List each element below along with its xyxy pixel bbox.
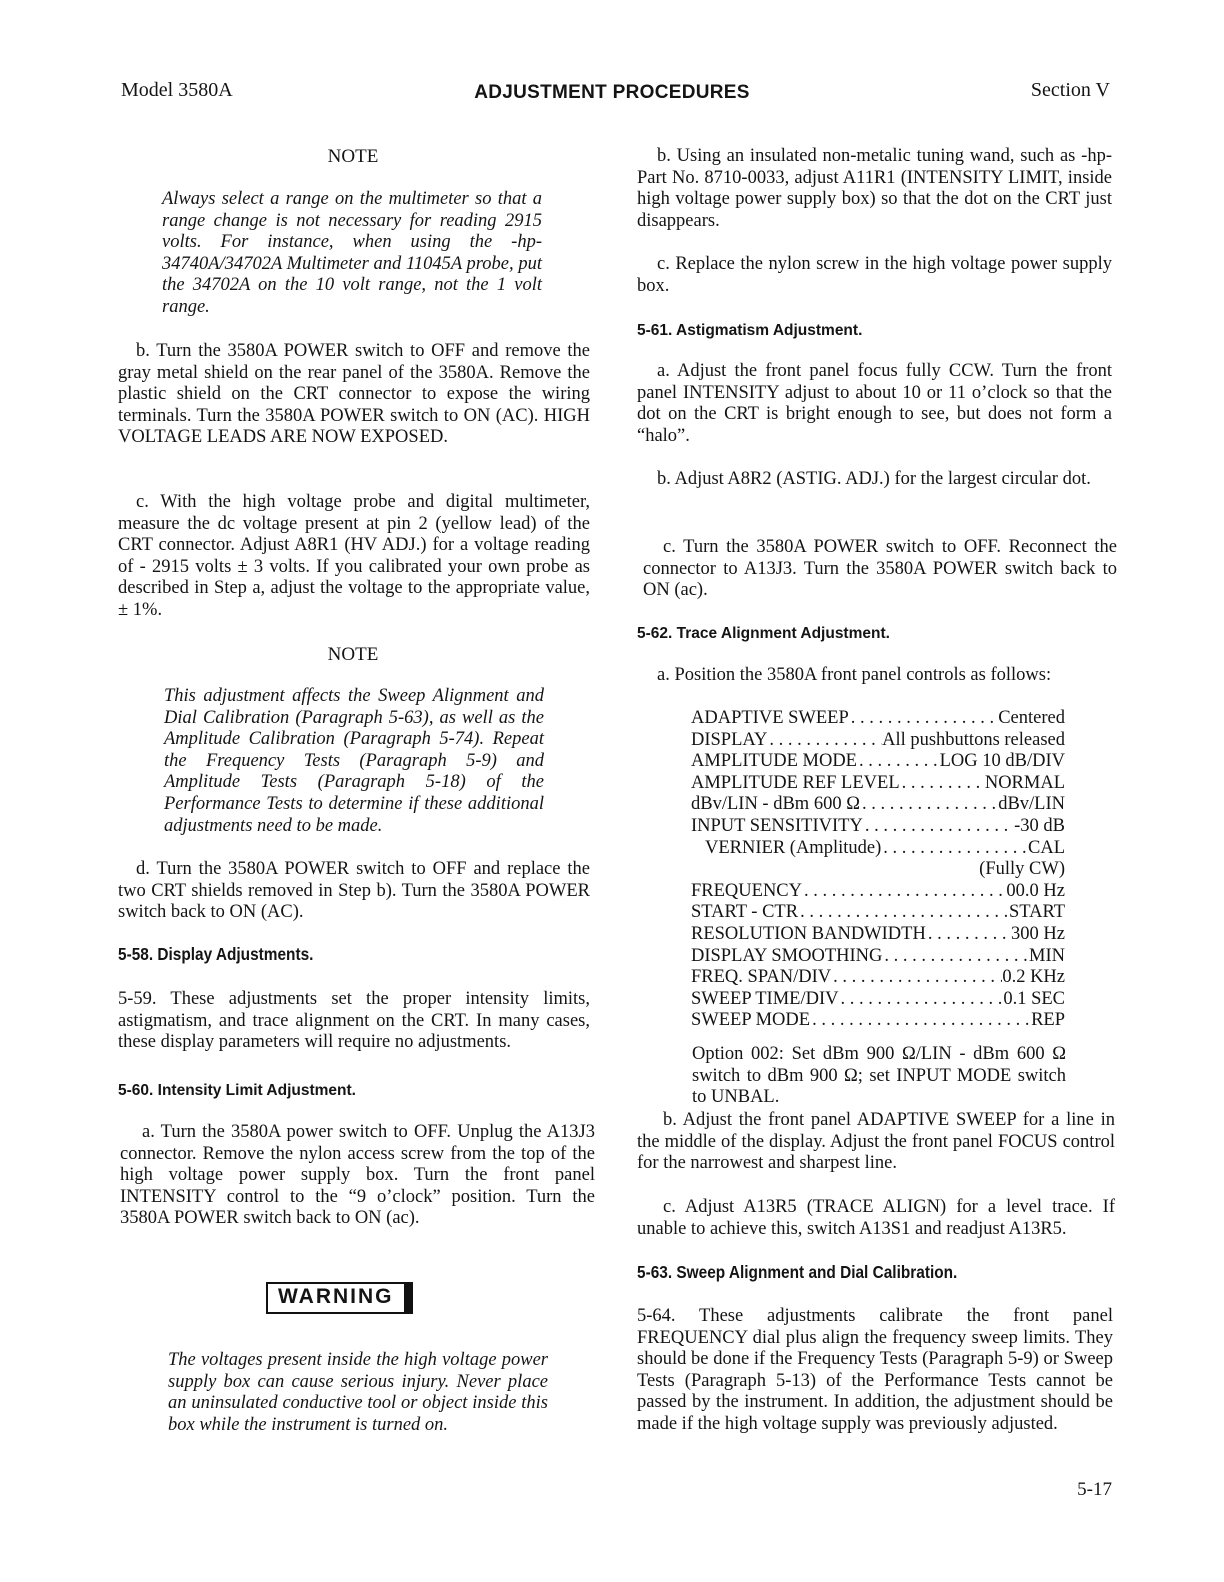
page-title: ADJUSTMENT PROCEDURES [474, 82, 750, 103]
control-value: 0.2 KHz [1002, 967, 1065, 988]
control-name: DISPLAY [691, 729, 768, 750]
control-name: SWEEP MODE [691, 1010, 811, 1031]
control-name: START - CTR [691, 902, 799, 923]
control-value: MIN [1029, 945, 1065, 966]
control-row [691, 1010, 1065, 1032]
control-row [691, 751, 1065, 773]
control-name: dBv/LIN - dBm 600 Ω [691, 794, 860, 815]
step-560a: a. Turn the 3580A power switch to OFF. Unplug the A13J3 connector. Remove the nylon access screw from the top of the high voltage power supply box. Turn the front panel INTENSITY control to the “9 o’clock” position. Turn the 3580A POWER switch back to ON (ac). [120, 1122, 595, 1229]
control-row [691, 859, 1065, 881]
step-561c: c. Turn the 3580A POWER switch to OFF. Reconnect the connector to A13J3. Turn the 3580A POWER switch back to ON (ac). [643, 537, 1117, 601]
heading-5-61: 5-61. Astigmatism Adjustment. [637, 322, 863, 339]
control-value: 300 Hz [1011, 923, 1065, 944]
control-value: dBv/LIN [998, 794, 1065, 815]
control-row [691, 967, 1065, 989]
control-name: ADAPTIVE SWEEP [691, 708, 849, 728]
control-name: VERNIER (Amplitude) [705, 837, 882, 858]
step-d: d. Turn the 3580A POWER switch to OFF and replace the two CRT shields removed in Step b). Turn the 3580A POWER switch back to ON (AC). [118, 859, 590, 923]
section-label: Section V [1030, 79, 1110, 101]
step-561a: a. Adjust the front panel focus fully CCW. Turn the front panel INTENSITY adjust to about 10 or 11 o’clock so that the dot on the CRT is bright enough to see, but does not form a “halo”. [637, 361, 1112, 446]
control-row [691, 730, 1065, 752]
control-name: INPUT SENSITIVITY [691, 815, 863, 836]
control-row [691, 838, 1065, 860]
control-row [691, 902, 1065, 924]
control-value: LOG 10 dB/DIV [939, 751, 1065, 772]
control-row [691, 794, 1065, 816]
step-560c: c. Replace the nylon screw in the high voltage power supply box. [637, 254, 1112, 296]
control-value: -30 dB [1014, 815, 1065, 836]
warning-label: WARNING [266, 1282, 413, 1314]
control-name: FREQUENCY [691, 880, 803, 901]
para-5-64: 5-64. These adjustments calibrate the front panel FREQUENCY dial plus align the frequency sweep limits. They should be done if the Frequency Tests (Paragraph 5-9) or Sweep Tests (Paragraph 5-13) of the Performance Tests cannot be passed by the instrument. In addition, the adjustment should be made if the high voltage supply was previously adjusted. [637, 1306, 1113, 1434]
note-title: NOTE [327, 146, 379, 167]
control-name: SWEEP TIME/DIV [691, 988, 839, 1009]
heading-5-63: 5-63. Sweep Alignment and Dial Calibration. [637, 1262, 958, 1282]
note-text: This adjustment affects the Sweep Alignment and Dial Calibration (Paragraph 5-63), as well as the Amplitude Calibration (Paragraph 5-74). Repeat the Frequency Tests (Paragraph 5-9) and Amplitude Tests (Paragraph 5-18) of the Performance Tests to determine if these additional adjustments need to be made. [164, 686, 544, 836]
control-row [691, 924, 1065, 946]
control-name: DISPLAY SMOOTHING [691, 945, 883, 966]
control-value: REP [1031, 1010, 1065, 1031]
step-562b: b. Adjust the front panel ADAPTIVE SWEEP for a line in the middle of the display. Adjust the front panel FOCUS control for the narrowest and sharpest line. [637, 1110, 1115, 1174]
step-b: b. Turn the 3580A POWER switch to OFF and remove the gray metal shield on the rear panel of the 3580A. Remove the plastic shield on the CRT connector to expose the wiring terminals. Turn the 3580A POWER switch to ON (AC). HIGH VOLTAGE LEADS ARE NOW EXPOSED. [118, 341, 590, 448]
heading-5-58: 5-58. Display Adjustments. [118, 944, 314, 964]
note-text: Always select a range on the multimeter so that a range change is not necessary for reading 2915 volts. For instance, when using the -hp- 34740A/34702A Multimeter and 11045A probe, put the 34702A on the 10 volt range, not the 1 volt range. [162, 189, 542, 317]
option-002: Option 002: Set dBm 900 Ω/LIN - dBm 600 Ω switch to dBm 900 Ω; set INPUT MODE switch to UNBAL. [692, 1044, 1066, 1108]
controls-list [691, 708, 1065, 1032]
step-561b: b. Adjust A8R2 (ASTIG. ADJ.) for the largest circular dot. [657, 469, 1091, 489]
control-value: START [1009, 902, 1065, 923]
control-row [691, 989, 1065, 1011]
control-row [691, 946, 1065, 968]
warning-box [266, 1282, 413, 1314]
control-name: RESOLUTION BANDWIDTH [691, 923, 926, 944]
control-name: AMPLITUDE MODE [691, 751, 857, 772]
step-562c: c. Adjust A13R5 (TRACE ALIGN) for a level trace. If unable to achieve this, switch A13S1 and readjust A13R5. [637, 1197, 1115, 1239]
control-name: AMPLITUDE REF LEVEL [691, 772, 900, 793]
control-value: 0.1 SEC [1003, 988, 1065, 1009]
warning-text: The voltages present inside the high voltage power supply box can cause serious injury. Never place an uninsulated conductive tool or object inside this box while the instrument is turned on. [168, 1350, 548, 1435]
control-value: 00.0 Hz [1006, 880, 1065, 901]
model-label: Model 3580A [121, 79, 233, 101]
step-c: c. With the high voltage probe and digital multimeter, measure the dc voltage present at pin 2 (yellow lead) of the CRT connector. Adjust A8R1 (HV ADJ.) for a voltage reading of - 2915 volts ± 3 volts. If you calibrated your own probe as described in Step a, adjust the voltage to the appropriate value, ± 1%. [118, 492, 590, 620]
step-560b: b. Using an insulated non-metalic tuning wand, such as -hp- Part No. 8710-0033, adjust A11R1 (INTENSITY LIMIT, inside high voltage power supply box) so that the dot on the CRT just disappears. [637, 146, 1112, 231]
page-number: 5-17 [1077, 1479, 1112, 1500]
control-value: (Fully CW) [979, 859, 1065, 880]
control-name: FREQ. SPAN/DIV [691, 967, 832, 988]
step-562a: a. Position the 3580A front panel controls as follows: [657, 665, 1052, 685]
heading-5-60: 5-60. Intensity Limit Adjustment. [118, 1082, 356, 1099]
control-value: NORMAL [984, 772, 1065, 793]
note-title: NOTE [327, 644, 379, 665]
control-row [691, 881, 1065, 903]
control-row [691, 816, 1065, 838]
para-5-59: 5-59. These adjustments set the proper intensity limits, astigmatism, and trace alignment on the CRT. In many cases, these display parameters will require no adjustments. [118, 989, 590, 1053]
heading-5-62: 5-62. Trace Alignment Adjustment. [637, 625, 890, 642]
control-row [691, 708, 1065, 730]
control-value: CAL [1028, 837, 1065, 858]
control-row [691, 773, 1065, 795]
control-value: Centered [998, 708, 1065, 728]
control-value: All pushbuttons released [882, 729, 1065, 750]
